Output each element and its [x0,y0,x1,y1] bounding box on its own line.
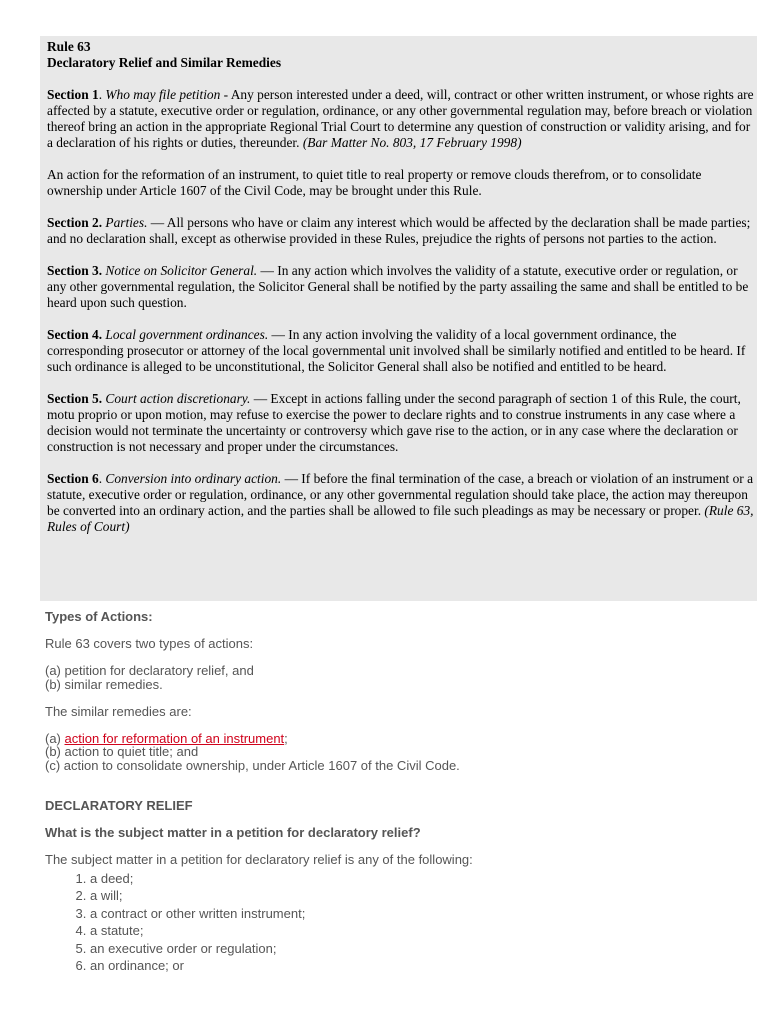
similar-item-b: (b) action to quiet title; and [45,744,199,759]
section-text: — In any action involving the validity of a local government ordinance, the corresponding prosecutor or attorney of the local governmental unit involved shall be similarly notified and entitled to be heard. If such ordinance is alleged to be unconstitutional, the Solicitor General shall also be notified and entitled to be heard. [47,327,746,374]
section-4 [47,327,757,375]
rule-heading [47,39,757,71]
reformation-link[interactable]: action for reformation of an instrument [64,730,285,746]
subject-matter-list [45,870,745,975]
rule-title: Rule 63 [47,39,91,54]
list-item: 6. an ordinance; or [90,957,745,975]
spacer [45,772,745,799]
declaratory-heading: DECLARATORY RELIEF [45,798,193,813]
list-item: 5. an executive order or regulation; [90,940,745,958]
declaratory-question: What is the subject matter in a petition for declaratory relief? [45,825,421,840]
rule-subtitle: Declaratory Relief and Similar Remedies [47,55,282,70]
similar-item-a-prefix: (a) [45,730,65,746]
section-text: — Except in actions falling under the second paragraph of section 1 of this Rule, the court, motu proprio or upon motion, may refuse to exercise the power to declare rights and to construe instruments in any case where a decision would not terminate the uncertainty or controversy which gave rise to the action, or in any case where the declaration or construction is not necessary and proper under the circumstances. [47,391,741,454]
section-text: An action for the reformation of an instrument, to quiet title to real property or remove clouds therefrom, or to consolidate ownership under Article 1607 of the Civil Code, may be brought under this Rule. [47,167,702,198]
section-text: - Any person interested under a deed, will, contract or other written instrument, or whose rights are affected by a statute, executive order or regulation, ordinance, or any other governmental regulation may, before breach or violation thereof bring an action in the appropriate Regional Trial Court to determine any question of construction or validity arising, and for a declaration of his rights or duties, thereunder. [47,87,754,150]
section-label: Section 3. [47,263,103,278]
section-5 [47,391,757,455]
section-citation: (Rule 63, Rules of Court) [47,503,754,534]
section-2 [47,215,757,247]
list-item: 2. a will; [90,887,745,905]
types-item-a: (a) petition for declaratory relief, and [45,663,254,678]
similar-item-c: (c) action to consolidate ownership, under Article 1607 of the Civil Code. [45,757,460,773]
section-label: Section 6 [47,471,99,486]
section-label: Section 1 [47,87,99,102]
declaratory-intro: The subject matter in a petition for declaratory relief is any of the following: [45,852,473,867]
section-label: Section 5. [47,391,103,406]
list-item: 1. a deed; [90,870,745,888]
section-heading: Court action discretionary. [105,391,251,406]
section-label: Section 4. [47,327,103,342]
types-intro: Rule 63 covers two types of actions: [45,636,254,651]
section-label: Section 2. [47,215,103,230]
section-citation: (Bar Matter No. 803, 17 February 1998) [302,135,522,150]
section-heading: Conversion into ordinary action. [105,471,282,486]
rule-text-block [40,36,757,601]
section-6: Section 6. Conversion into ordinary action. — If before the final termination of the case, a breach or violation of an instrument or a statute, executive order or regulation, ordinance, or any other governmental regulation should take place, the action may thereupon be converted into an ordinary action, and the parties shall be allowed to file such pleadings as may be necessary or proper. (Rule 63, Rules of Court) [47,471,754,534]
section-heading: Notice on Solicitor General. [105,263,258,278]
section-heading: Parties. [105,215,148,230]
types-heading: Types of Actions: [45,609,153,624]
section-heading: Local government ordinances. [105,327,269,342]
list-item: 4. a statute; [90,922,745,940]
similar-item-a [45,732,745,746]
section-3 [47,263,757,311]
similar-intro: The similar remedies are: [45,703,192,719]
section-1-paragraph-2 [47,167,757,199]
list-item: 3. a contract or other written instrument; [90,905,745,923]
section-heading: Who may file petition [105,87,221,102]
section-text: — If before the final termination of the case, a breach or violation of an instrument or a statute, executive order or regulation, ordinance, or any other governmental regulation should take place, the action may thereupon be converted into an ordinary action, and the parties shall be allowed to file such pleadings as may be necessary or proper. [47,471,754,518]
similar-item-a-suffix: ; [284,730,288,746]
section-text: — In any action which involves the validity of a statute, executive order or regulation, or any other governmental regulation, the Solicitor General shall be notified by the party assailing the same and shall be entitled to be heard upon such question. [47,263,749,310]
section-1: Section 1. Who may file petition - Any person interested under a deed, will, contract or other written instrument, or whose rights are affected by a statute, executive order or regulation, ordinance, or any other governmental regulation may, before breach or violation thereof bring an action in the appropriate Regional Trial Court to determine any question of construction or validity arising, and for a declaration of his rights or duties, thereunder. (Bar Matter No. 803, 17 February 1998) [47,87,754,150]
section-text: — All persons who have or claim any interest which would be affected by the declaration shall be made parties; and no declaration shall, except as otherwise provided in these Rules, prejudice the rights of persons not parties to the action. [47,215,751,246]
article-body [45,610,745,975]
types-item-b: (b) similar remedies. [45,676,163,692]
